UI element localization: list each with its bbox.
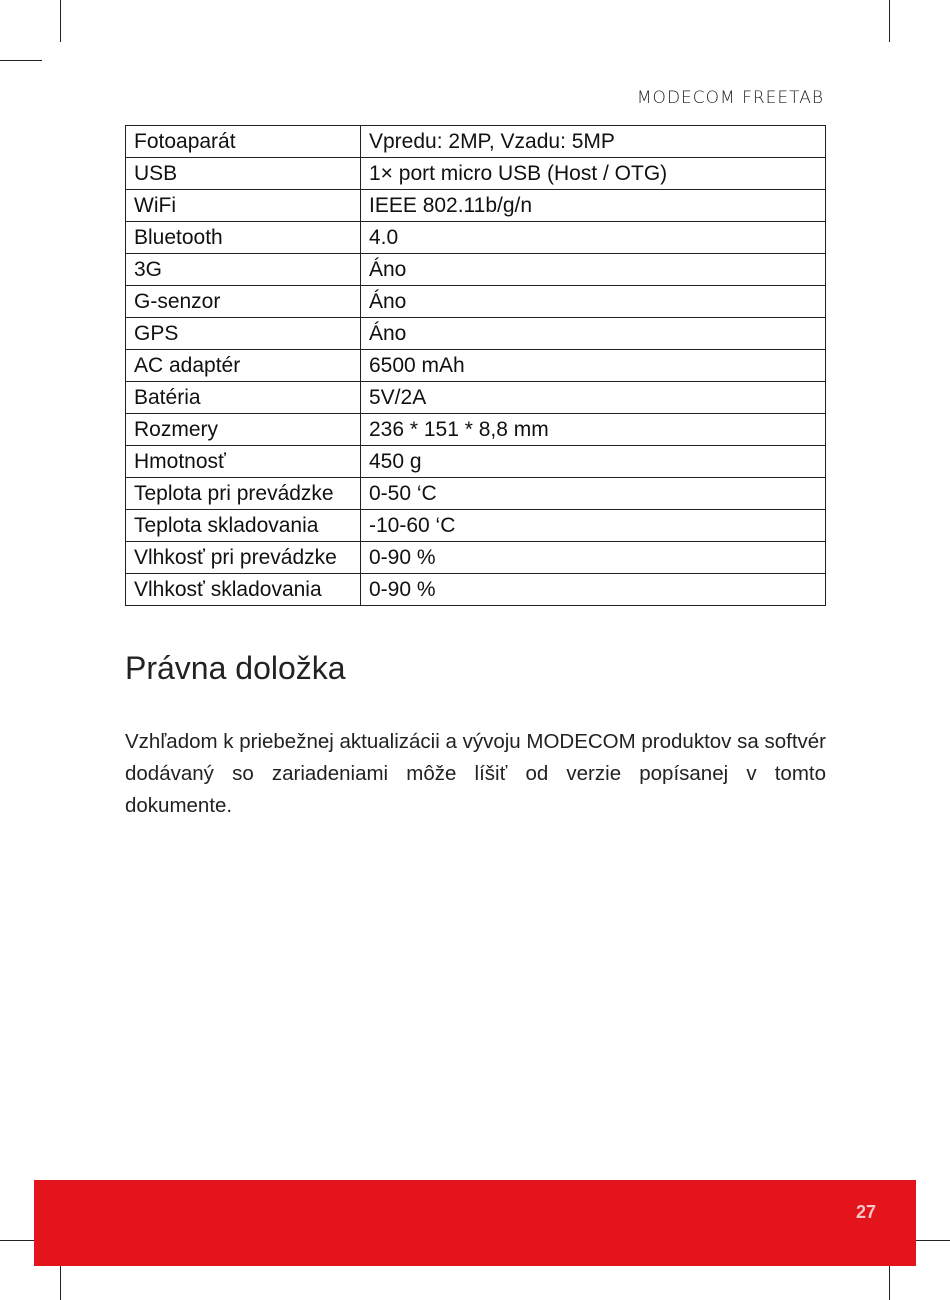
table-row (126, 510, 826, 542)
table-row (126, 190, 826, 222)
running-header: MODECOM FREETAB (636, 88, 824, 108)
table-row (126, 126, 826, 158)
spec-label: AC adaptér (126, 350, 361, 382)
spec-value: 236 * 151 * 8,8 mm (361, 414, 826, 446)
spec-label: Vlhkosť skladovania (126, 574, 361, 606)
legal-paragraph: Vzhľadom k priebežnej aktualizácii a vývoju MODECOM produktov sa softvér dodávaný so zariadeniami môže líšiť od verzie popísanej v tomto dokumente. (125, 730, 826, 817)
spec-value: 450 g (361, 446, 826, 478)
spec-label: WiFi (126, 190, 361, 222)
spec-value: 0-90 % (361, 542, 826, 574)
section-title: Právna doložka (125, 650, 346, 686)
spec-value: Vpredu: 2MP, Vzadu: 5MP (361, 126, 826, 158)
crop-mark (0, 60, 42, 61)
table-row (126, 318, 826, 350)
spec-value: IEEE 802.11b/g/n (361, 190, 826, 222)
spec-value: 5V/2A (361, 382, 826, 414)
spec-label: Hmotnosť (126, 446, 361, 478)
crop-mark (889, 0, 890, 42)
table-row (126, 222, 826, 254)
spec-label: Fotoaparát (126, 126, 361, 158)
table-row (126, 286, 826, 318)
spec-table (125, 125, 826, 606)
table-row (126, 382, 826, 414)
table-row (126, 414, 826, 446)
spec-value: 1× port micro USB (Host / OTG) (361, 158, 826, 190)
table-row (126, 350, 826, 382)
spec-label: Rozmery (126, 414, 361, 446)
table-row (126, 478, 826, 510)
table-row (126, 158, 826, 190)
page-number: 27 (855, 1202, 876, 1222)
spec-label: 3G (126, 254, 361, 286)
spec-label: Teplota pri prevádzke (126, 478, 361, 510)
table-row (126, 446, 826, 478)
spec-label: Teplota skladovania (126, 510, 361, 542)
spec-value: 4.0 (361, 222, 826, 254)
spec-value: 0-50 ‘C (361, 478, 826, 510)
spec-value: Áno (361, 254, 826, 286)
spec-label: G-senzor (126, 286, 361, 318)
footer-band (34, 1180, 916, 1266)
spec-value: -10-60 ‘C (361, 510, 826, 542)
spec-value: Áno (361, 286, 826, 318)
table-row (126, 574, 826, 606)
table-row (126, 254, 826, 286)
spec-value: Áno (361, 318, 826, 350)
spec-value: 6500 mAh (361, 350, 826, 382)
spec-label: Batéria (126, 382, 361, 414)
spec-value: 0-90 % (361, 574, 826, 606)
spec-label: Bluetooth (126, 222, 361, 254)
spec-label: GPS (126, 318, 361, 350)
spec-label: USB (126, 158, 361, 190)
spec-label: Vlhkosť pri prevádzke (126, 542, 361, 574)
crop-mark (60, 0, 61, 42)
table-row (126, 542, 826, 574)
